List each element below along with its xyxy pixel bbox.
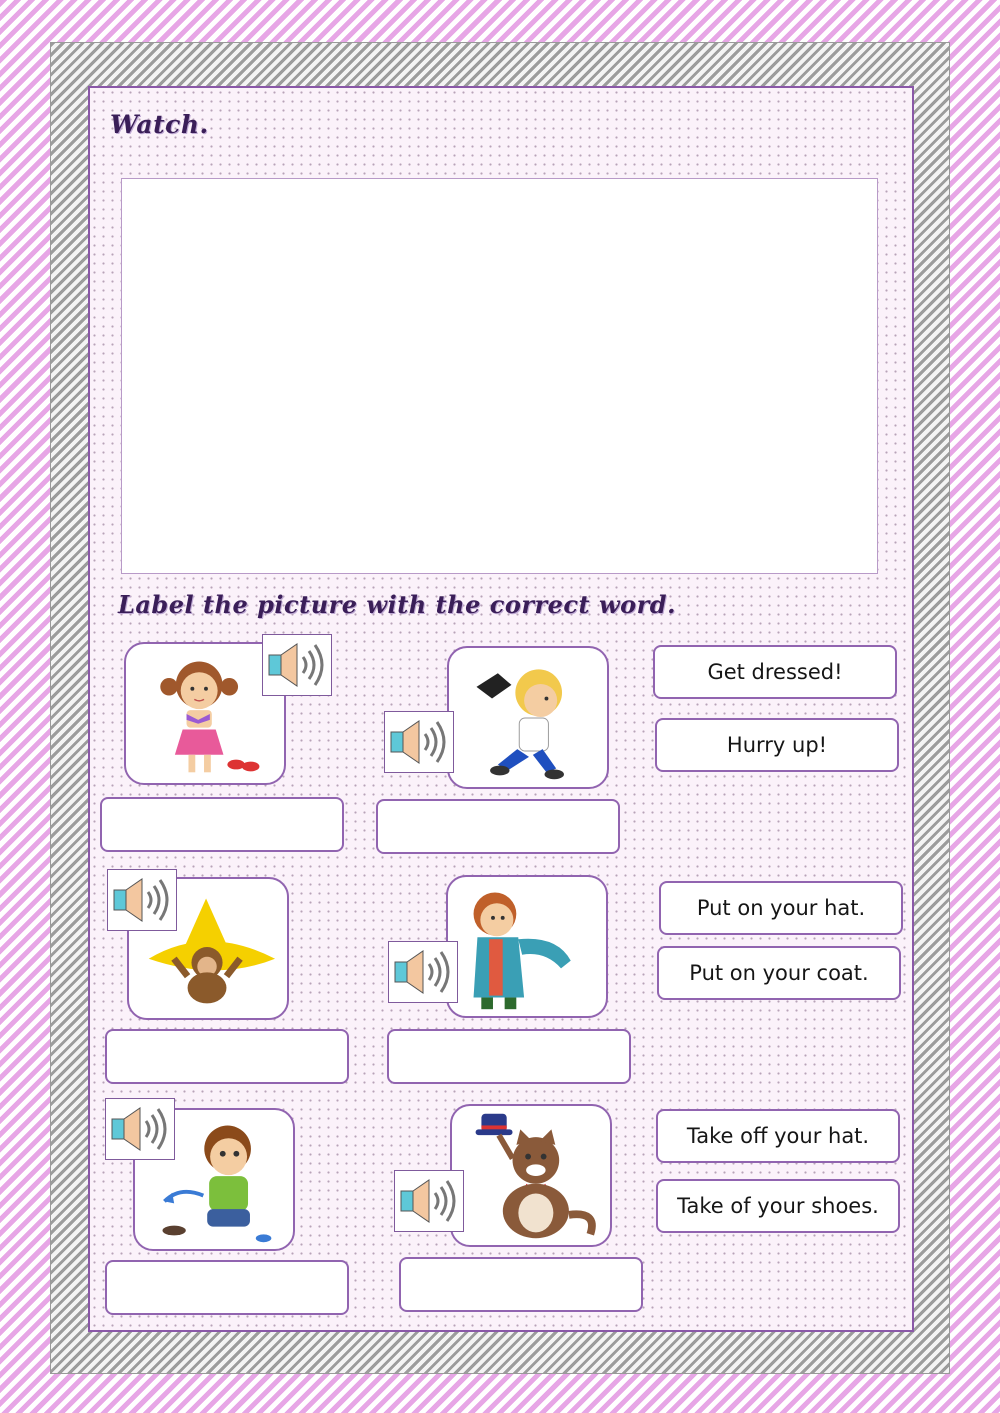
word-card-4[interactable]: Put on your coat. — [657, 946, 901, 1000]
audio-button-4[interactable] — [388, 941, 458, 1003]
audio-button-3[interactable] — [107, 869, 177, 931]
picture-card-coat-boy — [446, 875, 608, 1018]
girl-getting-dressed-image — [126, 644, 284, 783]
audio-button-5[interactable] — [105, 1098, 175, 1160]
speaker-icon — [389, 717, 449, 767]
word-card-1[interactable]: Get dressed! — [653, 645, 897, 699]
answer-field-6[interactable] — [399, 1257, 643, 1312]
speaker-icon — [267, 640, 327, 690]
answer-field-2[interactable] — [376, 799, 620, 854]
audio-button-2[interactable] — [384, 711, 454, 773]
answer-field-1[interactable] — [100, 797, 344, 852]
answer-field-3[interactable] — [105, 1029, 349, 1084]
boy-putting-on-coat-image — [448, 877, 606, 1016]
cat-taking-off-hat-image — [452, 1106, 610, 1245]
word-card-5[interactable]: Take off your hat. — [656, 1109, 900, 1163]
video-player[interactable] — [121, 178, 878, 574]
picture-card-running-boy — [447, 646, 609, 789]
speaker-icon — [399, 1176, 459, 1226]
audio-button-1[interactable] — [262, 634, 332, 696]
speaker-icon — [393, 947, 453, 997]
word-card-6[interactable]: Take of your shoes. — [656, 1179, 900, 1233]
boy-hurrying-image — [449, 648, 607, 787]
label-instruction: Label the picture with the correct word. — [118, 590, 676, 619]
audio-button-6[interactable] — [394, 1170, 464, 1232]
word-card-3[interactable]: Put on your hat. — [659, 881, 903, 935]
picture-card-cat — [450, 1104, 612, 1247]
speaker-icon — [112, 875, 172, 925]
answer-field-5[interactable] — [105, 1260, 349, 1315]
word-card-2[interactable]: Hurry up! — [655, 718, 899, 772]
speaker-icon — [110, 1104, 170, 1154]
watch-heading: Watch. — [110, 110, 209, 139]
answer-field-4[interactable] — [387, 1029, 631, 1084]
